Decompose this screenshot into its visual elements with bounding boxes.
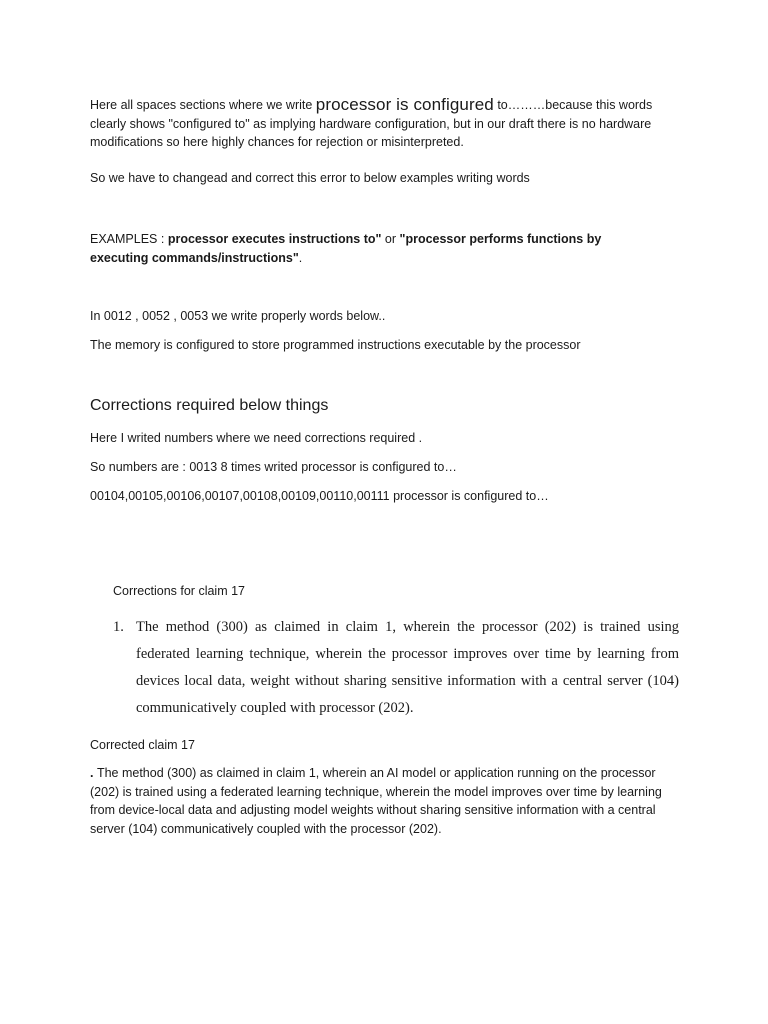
- corrections-intro: Here I writed numbers where we need corrections required .: [90, 431, 423, 445]
- claim17-heading: Corrections for claim 17: [113, 584, 245, 598]
- examples-label: EXAMPLES :: [90, 232, 168, 246]
- intro-paragraph: [90, 96, 670, 152]
- paragraph-numbers-line: In 0012 , 0052 , 0053 we write properly words below..: [90, 309, 386, 323]
- example-1: processor executes instructions to": [167, 232, 382, 246]
- numbers-line: So numbers are : 0013 8 times writed processor is configured to…: [90, 460, 457, 474]
- claim17-original-text: The method (300) as claimed in claim 1, wherein the processor (202) is trained using federated learning technique, wherein the processor improves over time by learning from devices local data, weight without sharing sensitive information with a central server (104) communicatively coupled with processor (202).: [136, 619, 679, 716]
- examples-paragraph: [90, 230, 650, 267]
- intro-phrase: processor is configured: [315, 95, 494, 114]
- corrected-claim-text: The method (300) as claimed in claim 1, wherein an AI model or application running on the processor (202) is trained using a federated learning technique, wherein the model improves over time by learning from device-local data and adjusting model weights without sharing sensitive information with a central server (104) communicatively coupled with the processor (202).: [90, 766, 662, 836]
- intro-text-start: Here all spaces sections where we write: [90, 98, 316, 112]
- memory-line: The memory is configured to store programmed instructions executable by the processor: [90, 338, 581, 352]
- corrected-claim-paragraph: [90, 764, 680, 838]
- change-note: So we have to changead and correct this error to below examples writing words: [90, 171, 530, 185]
- claim17-original: [113, 614, 679, 722]
- corrections-heading: Corrections required below things: [90, 397, 329, 414]
- numbers-list: 00104,00105,00106,00107,00108,00109,00110,00111 processor is configured to…: [90, 489, 549, 503]
- corrected-claim-heading: Corrected claim 17: [90, 738, 195, 752]
- corrected-claim-lead: .: [90, 766, 97, 780]
- examples-connector: or: [381, 232, 400, 246]
- examples-end: .: [298, 250, 303, 265]
- list-number: 1.: [113, 619, 124, 635]
- example-2: "processor performs functions by executing commands/instructions": [90, 232, 602, 265]
- intro-text-end: to………because this words clearly shows "configured to" as implying hardware configuration, but in our draft there is no hardware modifications so here highly chances for rejection or misinterpreted.: [90, 98, 653, 149]
